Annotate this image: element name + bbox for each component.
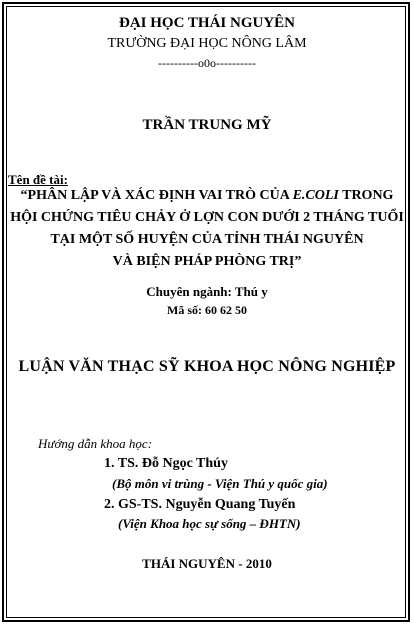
place-and-year: THÁI NGUYÊN - 2010 (142, 556, 272, 571)
topic-label: Tên đề tài: (8, 172, 68, 187)
advisor-1: 1. TS. Đỗ Ngọc Thúy (104, 456, 228, 471)
advisor-1-affiliation: (Bộ môn vi trùng - Viện Thú y quốc gia) (112, 476, 328, 491)
title-line-1-italic: E.COLI (292, 188, 339, 203)
thesis-title-line-4: VÀ BIỆN PHÁP PHÒNG TRỊ” (112, 254, 302, 269)
school-name: TRƯỜNG ĐẠI HỌC NÔNG LÂM (107, 36, 307, 51)
major-code: Mã số: 60 62 50 (167, 303, 247, 317)
title-line-1-prefix: “PHÂN LẬP VÀ XÁC ĐỊNH VAI TRÒ CỦA (20, 188, 293, 203)
advisor-2: 2. GS-TS. Nguyễn Quang Tuyến (104, 497, 296, 512)
separator: ----------o0o---------- (158, 56, 256, 70)
title-line-1-suffix: TRONG (338, 188, 394, 203)
university-name: ĐẠI HỌC THÁI NGUYÊN (119, 15, 295, 31)
thesis-title-line-1 (0, 188, 414, 204)
major: Chuyên ngành: Thú y (146, 284, 268, 299)
author-name: TRẦN TRUNG MỸ (142, 117, 272, 133)
degree-title: LUẬN VĂN THẠC SỸ KHOA HỌC NÔNG NGHIỆP (18, 358, 396, 375)
advisor-2-affiliation: (Viện Khoa học sự sống – ĐHTN) (118, 516, 301, 531)
advisors-label: Hướng dẫn khoa học: (38, 436, 153, 451)
thesis-title-line-3: TẠI MỘT SỐ HUYỆN CỦA TỈNH THÁI NGUYÊN (50, 232, 364, 247)
thesis-title-line-2: HỘI CHỨNG TIÊU CHẢY Ở LỢN CON DƯỚI 2 THÁNG TUỔI (10, 210, 404, 225)
